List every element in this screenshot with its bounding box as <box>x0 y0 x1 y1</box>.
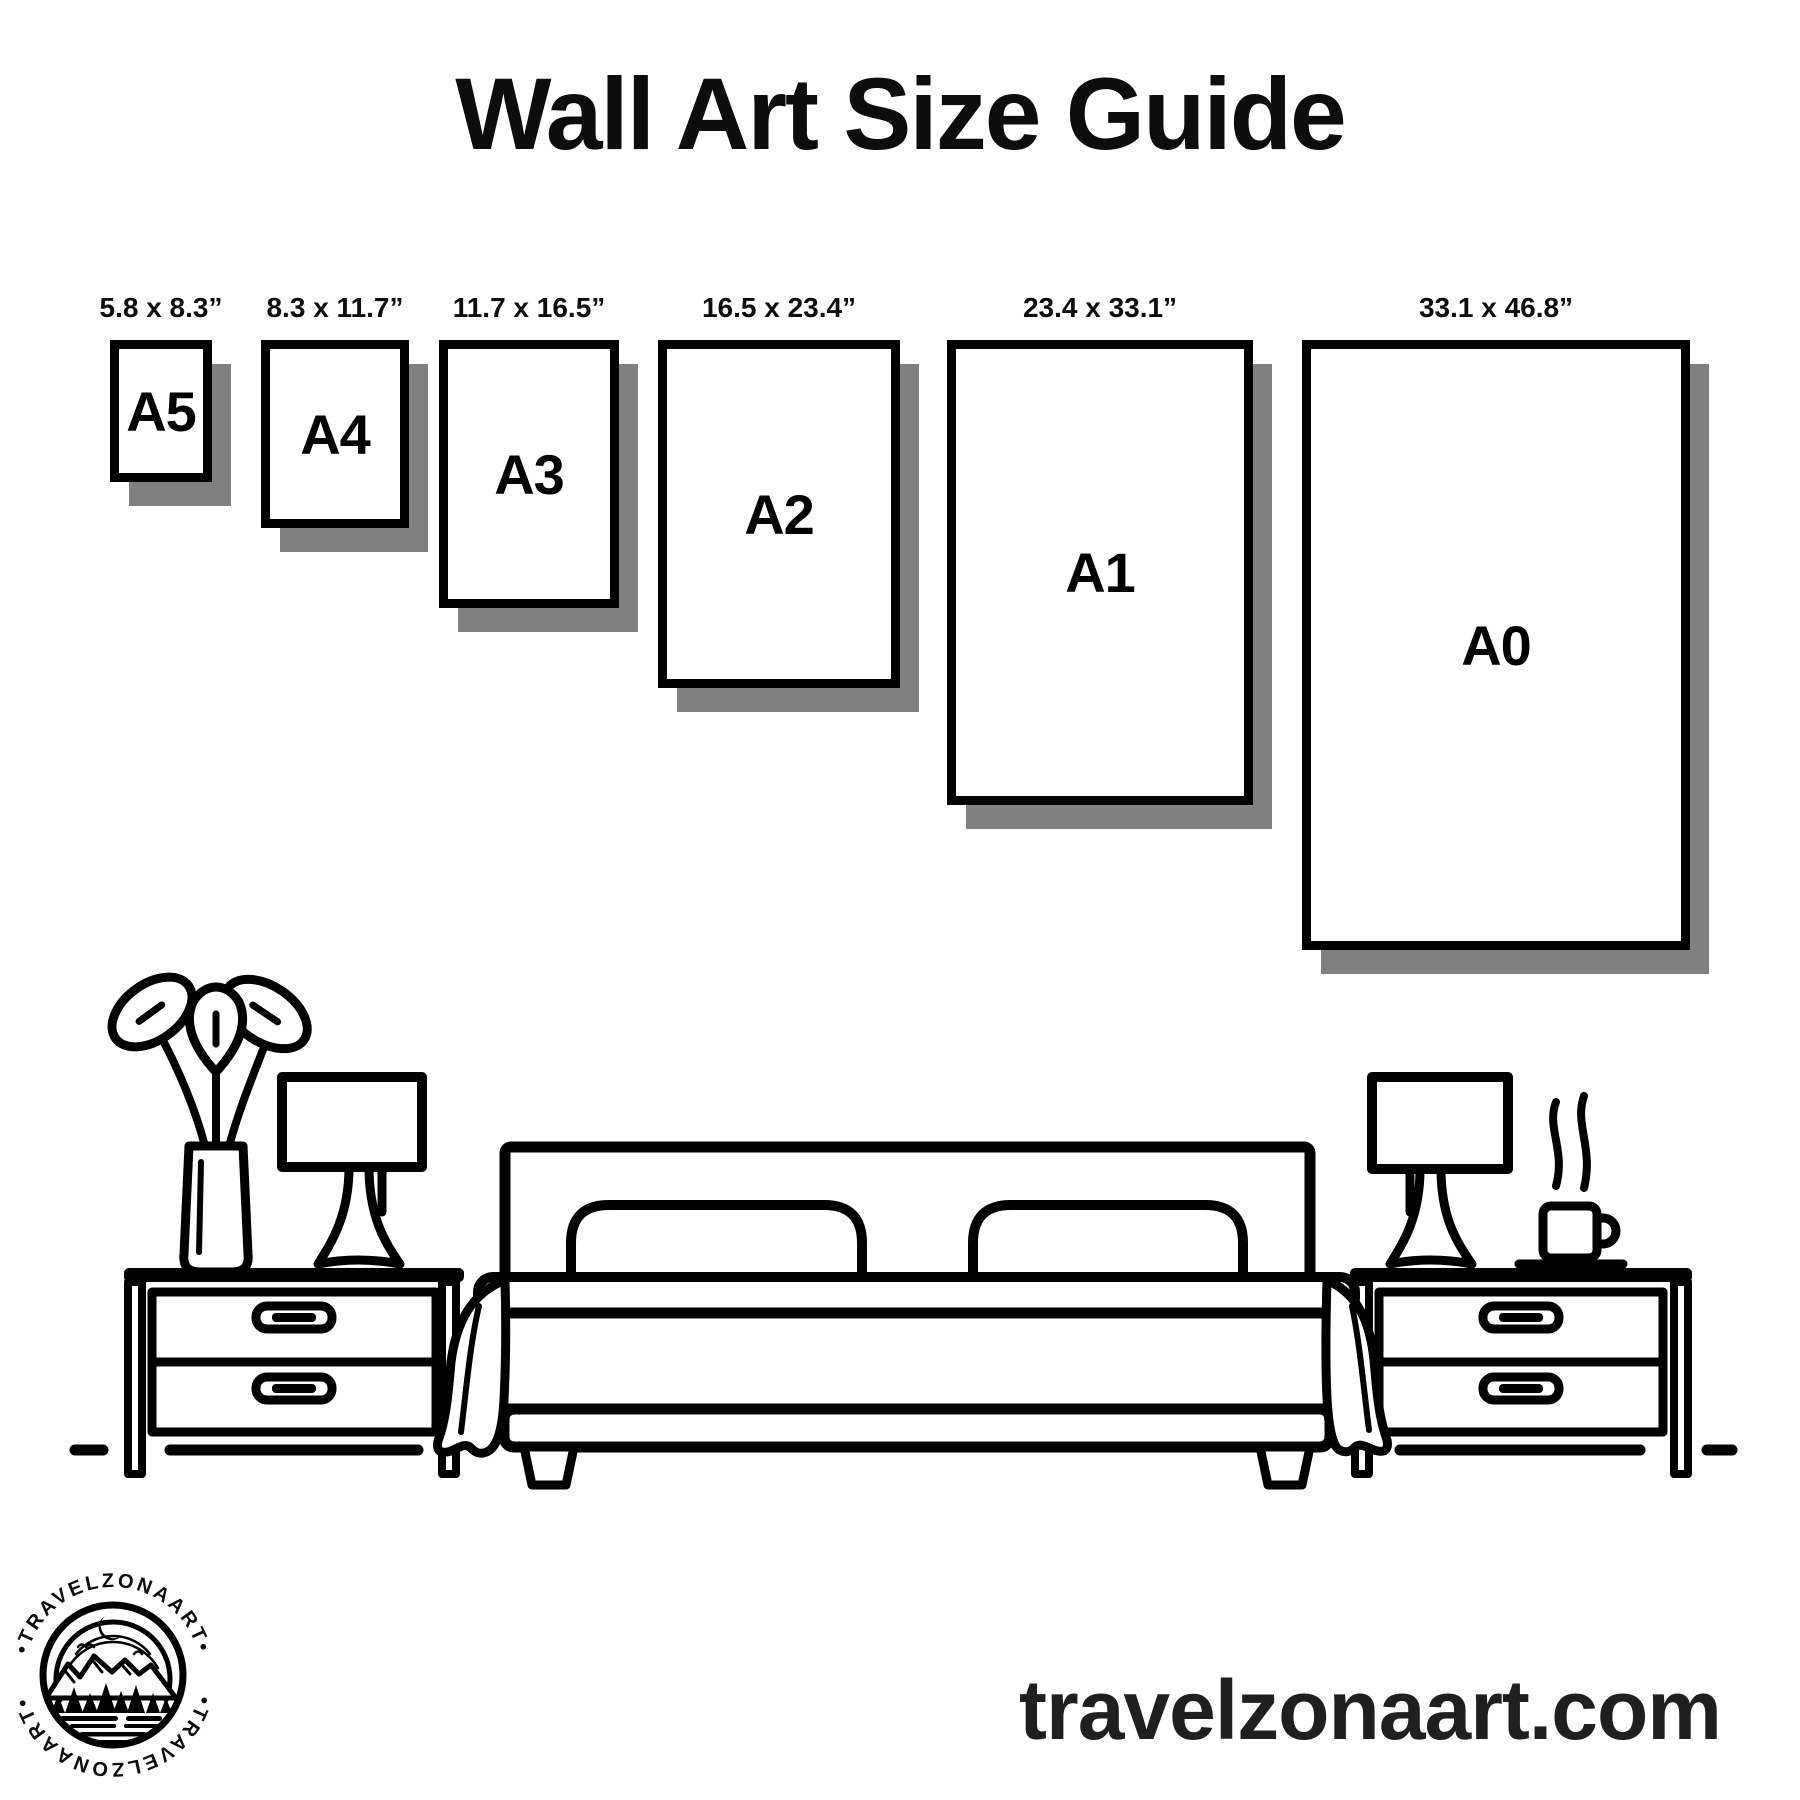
size-label-a2: 16.5 x 23.4” <box>701 292 857 323</box>
logo-ring-text-top: •TRAVELZONAART• <box>10 1569 216 1657</box>
frame-a5-label: A5 <box>126 379 196 443</box>
frame-a0-label: A0 <box>1461 613 1531 677</box>
coffee-cup-icon <box>1519 1096 1623 1264</box>
frame-a2-label: A2 <box>744 482 814 546</box>
size-label-a1: 23.4 x 33.1” <box>1022 292 1178 323</box>
bedroom-scene-illustration <box>0 950 1800 1510</box>
size-label-a0: 33.1 x 46.8” <box>1418 292 1574 323</box>
page-title: Wall Art Size Guide <box>455 57 1345 171</box>
frame-a1-label: A1 <box>1065 541 1135 604</box>
right-nightstand-icon <box>1350 1268 1692 1474</box>
frame-a4-label: A4 <box>300 402 370 466</box>
size-label-a5: 5.8 x 8.3” <box>99 292 223 323</box>
bed-leg-right <box>1260 1447 1310 1485</box>
frame-a3-label: A3 <box>494 442 564 506</box>
size-label-a4: 8.3 x 11.7” <box>266 292 404 323</box>
bed-leg-left <box>524 1447 574 1485</box>
frame-a3 <box>439 340 619 608</box>
left-nightstand-icon <box>124 1268 464 1474</box>
logo-ring-text-bottom: •TRAVELZONAART• <box>10 1693 216 1781</box>
website-url: travelzonaart.com <box>1019 1663 1721 1757</box>
bed-icon <box>438 1147 1388 1485</box>
frame-a0 <box>1302 340 1690 950</box>
frame-a4 <box>261 340 409 528</box>
pillow-right <box>973 1205 1243 1283</box>
left-table-lamp-icon <box>282 1077 422 1264</box>
frame-a2 <box>658 340 900 688</box>
frame-a1 <box>947 340 1253 805</box>
size-label-a3: 11.7 x 16.5” <box>452 292 606 323</box>
pillow-left <box>571 1205 862 1283</box>
brand-logo <box>8 1548 218 1800</box>
right-table-lamp-icon <box>1372 1077 1508 1264</box>
frame-a5 <box>110 340 212 482</box>
